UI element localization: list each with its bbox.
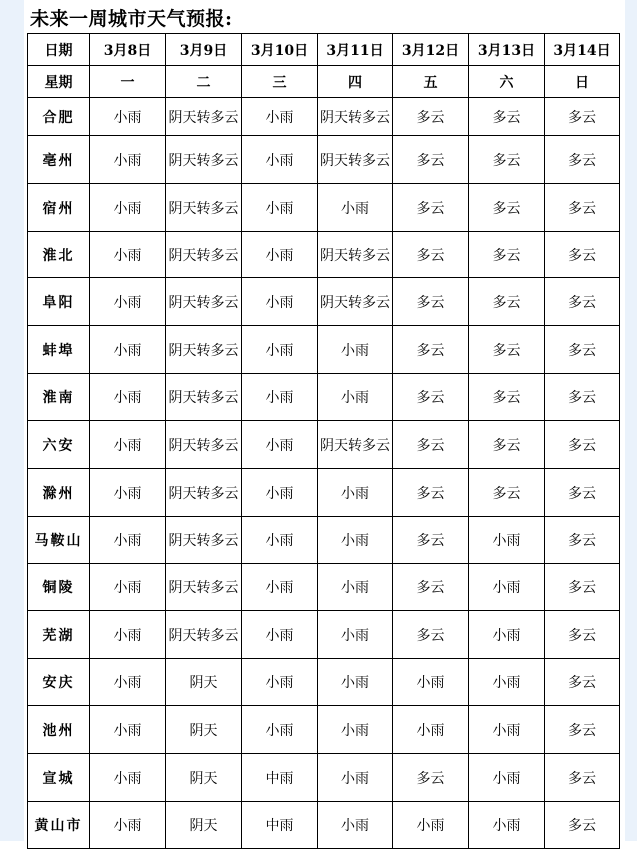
- weather-cell: 多云: [393, 517, 469, 564]
- weekday-header-cell: 日: [545, 66, 620, 98]
- city-name-cell: 安庆: [28, 659, 90, 706]
- weather-cell: 小雨: [318, 706, 393, 754]
- weather-cell: 小雨: [318, 326, 393, 374]
- weather-cell: 多云: [393, 184, 469, 232]
- city-name-cell: 宿州: [28, 184, 90, 232]
- weather-cell: 小雨: [469, 564, 545, 611]
- weekday-header-cell: 一: [90, 66, 166, 98]
- date-header-cell: 3月12日: [393, 34, 469, 66]
- weather-cell: 阴天: [166, 802, 242, 849]
- table-row: [28, 421, 620, 469]
- weather-cell: 多云: [393, 611, 469, 659]
- weather-cell: 小雨: [469, 706, 545, 754]
- weather-cell: 多云: [545, 232, 620, 278]
- weather-cell: 小雨: [90, 184, 166, 232]
- weather-cell: 小雨: [90, 706, 166, 754]
- weather-cell: 阴天转多云: [166, 98, 242, 136]
- weather-cell: 多云: [469, 184, 545, 232]
- weather-cell: 小雨: [469, 659, 545, 706]
- table-row: [28, 278, 620, 326]
- city-name-cell: 宣城: [28, 754, 90, 802]
- weather-cell: 小雨: [90, 374, 166, 421]
- weather-cell: 小雨: [469, 517, 545, 564]
- weather-cell: 多云: [545, 659, 620, 706]
- weather-cell: 小雨: [90, 517, 166, 564]
- city-name-cell: 淮南: [28, 374, 90, 421]
- date-header-row: [28, 34, 620, 66]
- weather-cell: 小雨: [242, 136, 318, 184]
- weather-cell: 阴天转多云: [166, 184, 242, 232]
- weather-cell: 多云: [469, 98, 545, 136]
- weather-cell: 多云: [469, 136, 545, 184]
- weather-cell: 多云: [393, 98, 469, 136]
- table-row: [28, 611, 620, 659]
- weather-cell: 小雨: [318, 374, 393, 421]
- city-name-cell: 阜阳: [28, 278, 90, 326]
- city-name-cell: 亳州: [28, 136, 90, 184]
- weather-cell: 多云: [545, 469, 620, 517]
- city-name-cell: 六安: [28, 421, 90, 469]
- weather-cell: 小雨: [318, 802, 393, 849]
- weather-cell: 多云: [545, 136, 620, 184]
- city-name-cell: 黄山市: [28, 802, 90, 849]
- weather-cell: 小雨: [90, 754, 166, 802]
- date-header-label: 日期: [28, 34, 90, 66]
- weather-cell: 多云: [545, 564, 620, 611]
- city-name-cell: 滁州: [28, 469, 90, 517]
- weather-cell: 阴天转多云: [318, 98, 393, 136]
- weather-cell: 小雨: [242, 98, 318, 136]
- weather-cell: 阴天转多云: [318, 232, 393, 278]
- weather-cell: 小雨: [242, 469, 318, 517]
- city-name-cell: 芜湖: [28, 611, 90, 659]
- weather-cell: 中雨: [242, 754, 318, 802]
- weather-cell: 小雨: [242, 659, 318, 706]
- weather-cell: 阴天转多云: [166, 136, 242, 184]
- weather-cell: 多云: [469, 326, 545, 374]
- weather-cell: 多云: [545, 421, 620, 469]
- table-row: [28, 706, 620, 754]
- weather-cell: 小雨: [90, 469, 166, 517]
- weather-cell: 阴天转多云: [166, 611, 242, 659]
- weather-cell: 小雨: [318, 611, 393, 659]
- weekday-header-row: [28, 66, 620, 98]
- weather-cell: 阴天转多云: [166, 278, 242, 326]
- date-header-cell: 3月13日: [469, 34, 545, 66]
- weather-cell: 多云: [545, 98, 620, 136]
- city-name-cell: 马鞍山: [28, 517, 90, 564]
- left-margin-band: [0, 0, 24, 841]
- weather-cell: 小雨: [90, 802, 166, 849]
- weather-cell: 多云: [393, 421, 469, 469]
- weekday-header-cell: 五: [393, 66, 469, 98]
- weather-cell: 小雨: [318, 184, 393, 232]
- weather-cell: 小雨: [90, 278, 166, 326]
- weather-cell: 小雨: [90, 659, 166, 706]
- weather-cell: 小雨: [318, 564, 393, 611]
- weather-cell: 阴天转多云: [318, 421, 393, 469]
- weather-cell: 小雨: [242, 374, 318, 421]
- weather-cell: 小雨: [90, 421, 166, 469]
- weather-cell: 多云: [469, 469, 545, 517]
- table-row: [28, 469, 620, 517]
- weather-cell: 阴天转多云: [166, 374, 242, 421]
- weather-cell: 小雨: [318, 469, 393, 517]
- weather-cell: 小雨: [242, 421, 318, 469]
- date-header-cell: 3月14日: [545, 34, 620, 66]
- weather-cell: 阴天转多云: [166, 326, 242, 374]
- weather-cell: 阴天转多云: [318, 136, 393, 184]
- weather-cell: 多云: [545, 517, 620, 564]
- weather-cell: 小雨: [393, 802, 469, 849]
- weather-forecast-table: [27, 33, 620, 849]
- weather-cell: 多云: [469, 374, 545, 421]
- weather-cell: 小雨: [318, 754, 393, 802]
- weather-cell: 小雨: [318, 517, 393, 564]
- table-row: [28, 659, 620, 706]
- weather-cell: 小雨: [242, 326, 318, 374]
- weather-cell: 多云: [469, 278, 545, 326]
- forecast-table-body: [28, 34, 620, 849]
- weather-cell: 小雨: [90, 98, 166, 136]
- table-row: [28, 517, 620, 564]
- weekday-header-cell: 四: [318, 66, 393, 98]
- weather-cell: 小雨: [90, 564, 166, 611]
- weather-cell: 阴天转多云: [166, 469, 242, 517]
- weather-cell: 阴天转多云: [318, 278, 393, 326]
- weather-cell: 小雨: [242, 706, 318, 754]
- table-row: [28, 232, 620, 278]
- weather-cell: 小雨: [318, 659, 393, 706]
- weather-cell: 多云: [393, 564, 469, 611]
- city-name-cell: 淮北: [28, 232, 90, 278]
- weather-cell: 小雨: [90, 232, 166, 278]
- weather-cell: 多云: [393, 136, 469, 184]
- weekday-header-cell: 六: [469, 66, 545, 98]
- weather-cell: 中雨: [242, 802, 318, 849]
- right-margin-band: [625, 0, 637, 841]
- weather-cell: 多云: [545, 802, 620, 849]
- weekday-header-label: 星期: [28, 66, 90, 98]
- weather-cell: 小雨: [90, 136, 166, 184]
- weather-cell: 多云: [545, 326, 620, 374]
- weather-cell: 阴天转多云: [166, 421, 242, 469]
- table-row: [28, 802, 620, 849]
- weather-cell: 阴天转多云: [166, 564, 242, 611]
- weather-cell: 多云: [393, 232, 469, 278]
- weather-cell: 小雨: [90, 611, 166, 659]
- table-row: [28, 326, 620, 374]
- weather-cell: 小雨: [242, 611, 318, 659]
- weather-cell: 小雨: [469, 802, 545, 849]
- weather-cell: 多云: [545, 611, 620, 659]
- weather-cell: 阴天: [166, 754, 242, 802]
- date-header-cell: 3月8日: [90, 34, 166, 66]
- weather-cell: 多云: [469, 232, 545, 278]
- weather-cell: 多云: [393, 374, 469, 421]
- weather-cell: 多云: [545, 754, 620, 802]
- weekday-header-cell: 二: [166, 66, 242, 98]
- weather-cell: 小雨: [242, 564, 318, 611]
- weather-cell: 多云: [393, 278, 469, 326]
- weather-cell: 小雨: [469, 754, 545, 802]
- weather-cell: 多云: [393, 469, 469, 517]
- weekday-header-cell: 三: [242, 66, 318, 98]
- city-name-cell: 蚌埠: [28, 326, 90, 374]
- weather-cell: 阴天: [166, 706, 242, 754]
- weather-cell: 小雨: [393, 659, 469, 706]
- city-name-cell: 池州: [28, 706, 90, 754]
- weather-cell: 小雨: [242, 278, 318, 326]
- weather-cell: 小雨: [242, 517, 318, 564]
- weather-cell: 多云: [393, 754, 469, 802]
- weather-cell: 多云: [545, 374, 620, 421]
- weather-cell: 小雨: [242, 184, 318, 232]
- weather-cell: 小雨: [469, 611, 545, 659]
- weather-cell: 多云: [545, 184, 620, 232]
- weather-cell: 阴天转多云: [166, 232, 242, 278]
- page-title: 未来一周城市天气预报:: [30, 8, 233, 30]
- city-name-cell: 合肥: [28, 98, 90, 136]
- weather-cell: 小雨: [90, 326, 166, 374]
- table-row: [28, 184, 620, 232]
- table-row: [28, 754, 620, 802]
- weather-cell: 多云: [469, 421, 545, 469]
- weather-cell: 多云: [545, 706, 620, 754]
- table-row: [28, 98, 620, 136]
- weather-cell: 小雨: [242, 232, 318, 278]
- weather-cell: 多云: [545, 278, 620, 326]
- weather-cell: 阴天转多云: [166, 517, 242, 564]
- table-row: [28, 136, 620, 184]
- table-row: [28, 374, 620, 421]
- weather-cell: 多云: [393, 326, 469, 374]
- date-header-cell: 3月9日: [166, 34, 242, 66]
- table-row: [28, 564, 620, 611]
- city-name-cell: 铜陵: [28, 564, 90, 611]
- date-header-cell: 3月10日: [242, 34, 318, 66]
- date-header-cell: 3月11日: [318, 34, 393, 66]
- weather-cell: 阴天: [166, 659, 242, 706]
- weather-cell: 小雨: [393, 706, 469, 754]
